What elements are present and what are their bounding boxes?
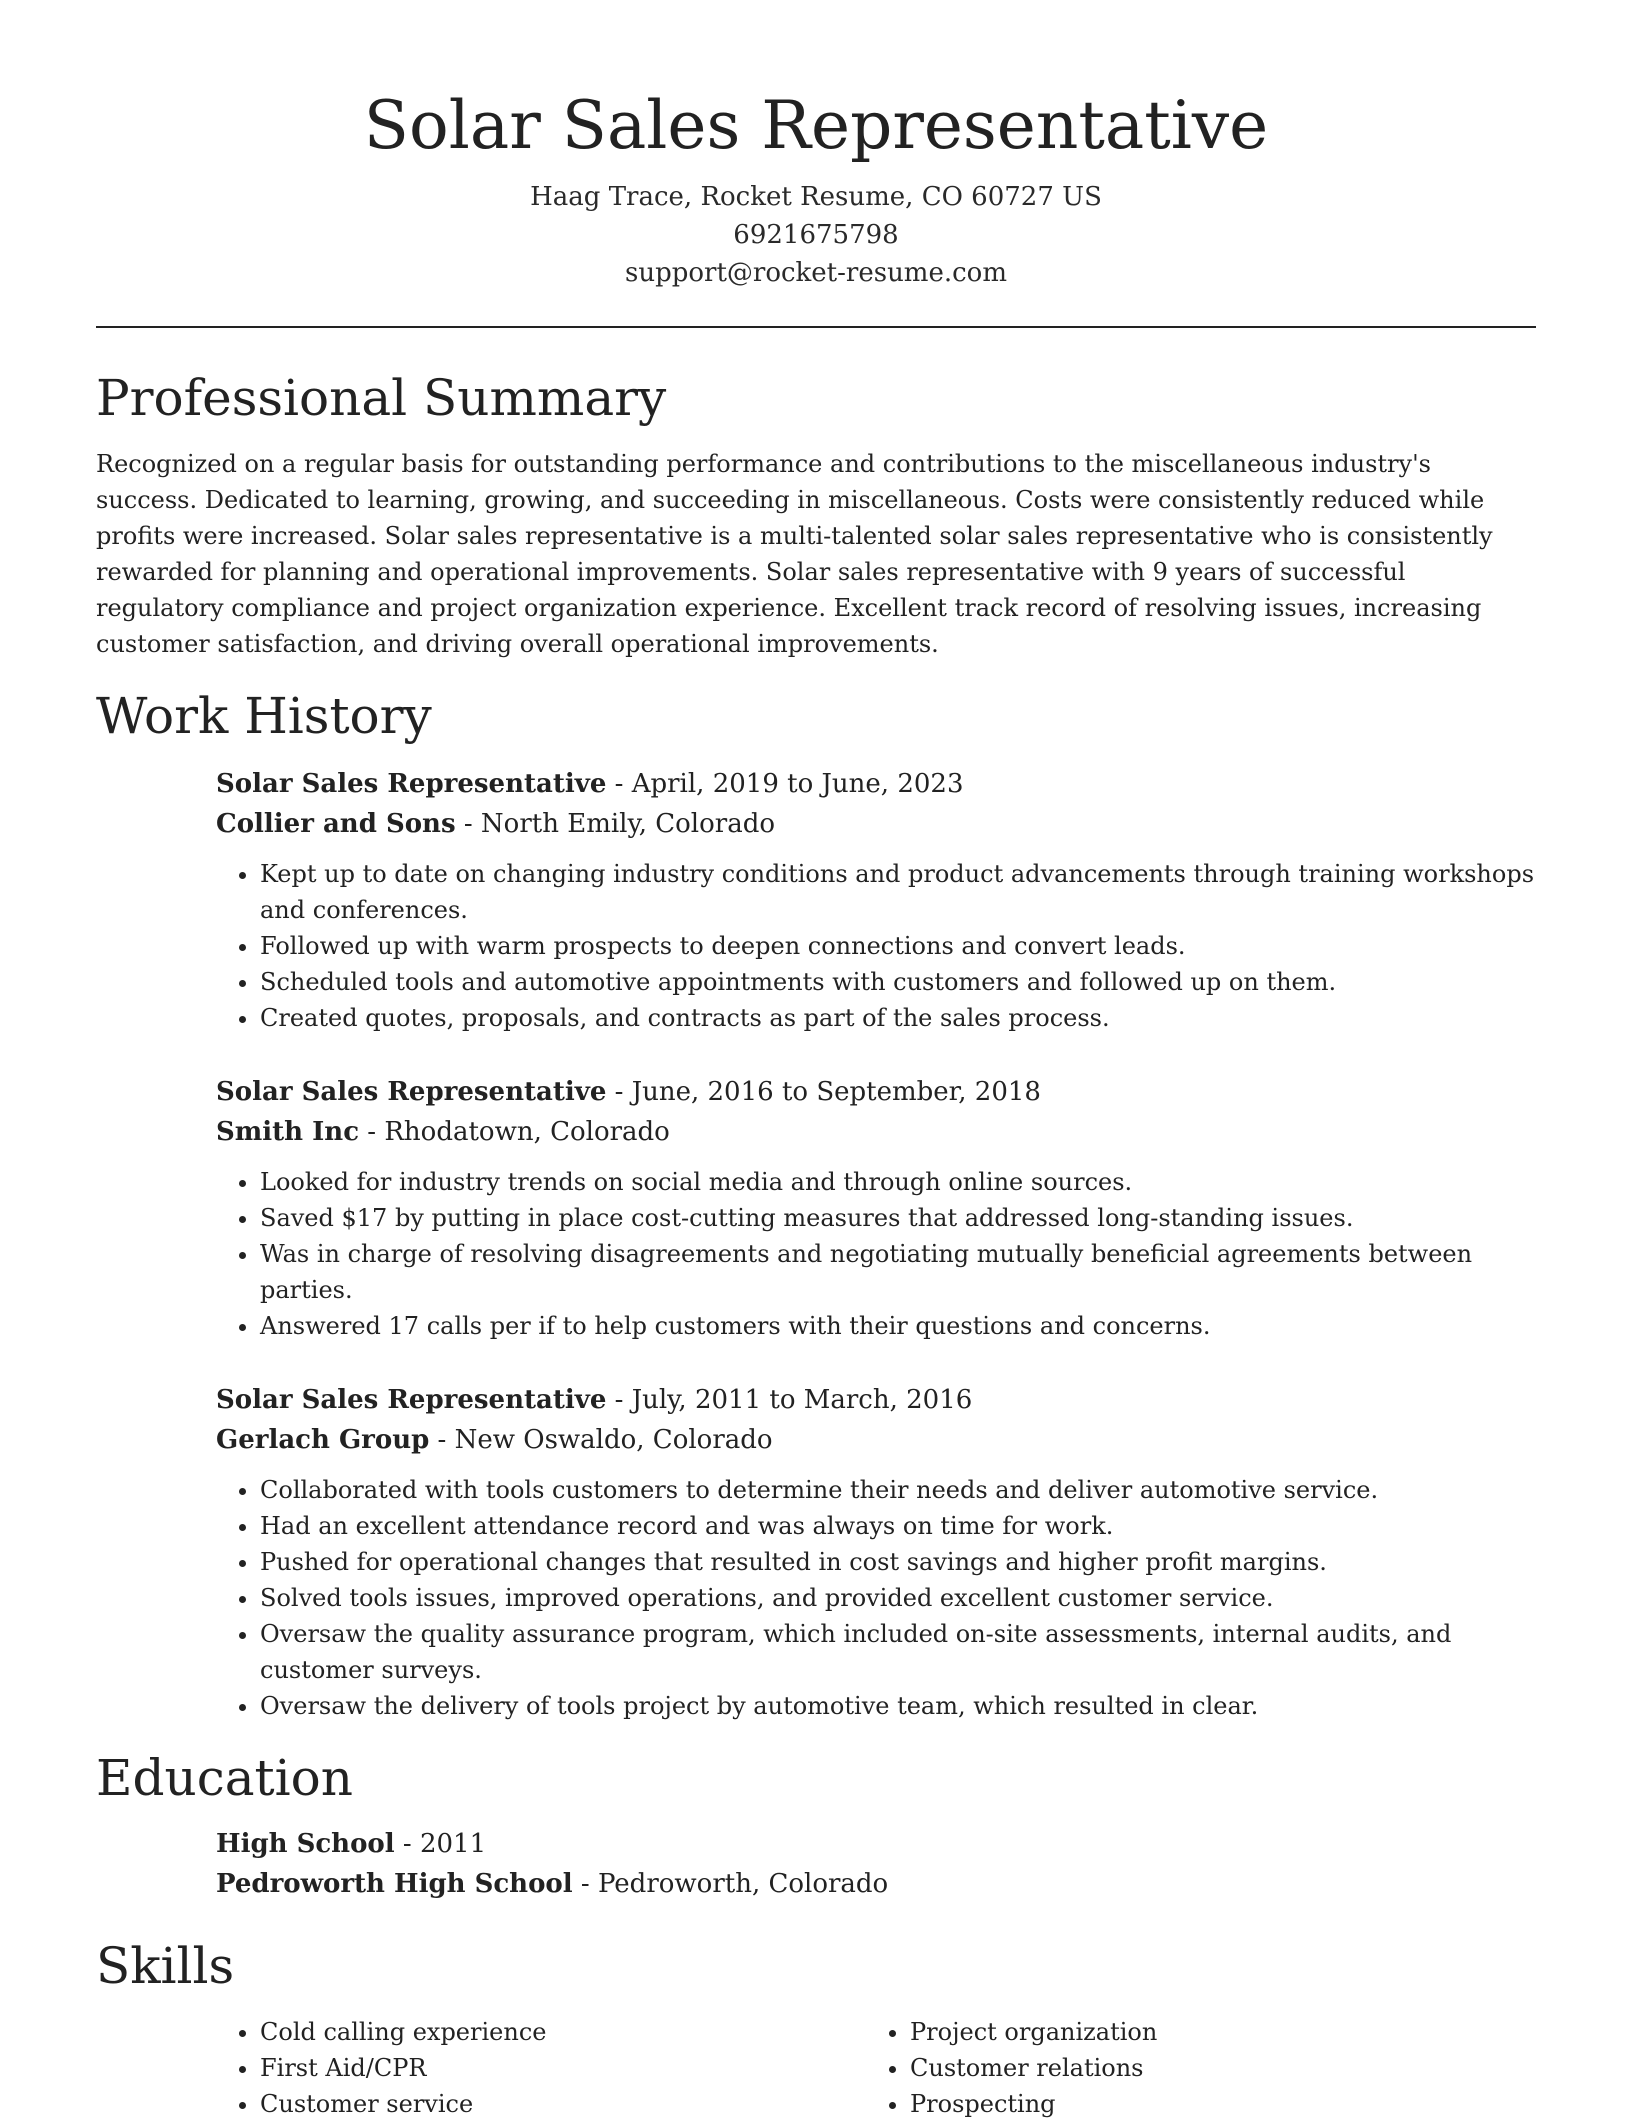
list-item: • Kept up to date on changing industry conditions and product advancements through training workshops and conferences. <box>260 856 1536 928</box>
job-company-line <box>216 1112 1536 1152</box>
list-item: • Cold calling experience <box>260 2014 866 2050</box>
job-company: Smith Inc <box>216 1117 360 1147</box>
header-divider <box>96 326 1536 328</box>
job-location: - North Emily, Colorado <box>455 809 775 839</box>
job-company-line <box>216 804 1536 844</box>
list-item: • Customer relations <box>910 2050 1516 2086</box>
list-item: • First Aid/CPR <box>260 2050 866 2086</box>
job-title-line <box>216 1380 1536 1420</box>
list-item: • Collaborated with tools customers to determine their needs and deliver automotive service. <box>260 1472 1536 1508</box>
job-bullets <box>216 1164 1536 1344</box>
list-item: • Customer service <box>260 2086 866 2122</box>
job-entry-3 <box>216 1380 1536 1724</box>
list-item: • Project organization <box>910 2014 1516 2050</box>
job-dates: - April, 2019 to June, 2023 <box>606 769 964 799</box>
skills-heading: Skills <box>96 1937 235 1995</box>
education-degree: High School <box>216 1829 395 1859</box>
skills-list-right <box>866 2014 1516 2122</box>
summary-section <box>96 366 1536 662</box>
list-item: • Prospecting <box>910 2086 1516 2122</box>
education-location: - Pedroworth, Colorado <box>572 1869 889 1899</box>
list-item: • Followed up with warm prospects to deepen connections and convert leads. <box>260 928 1536 964</box>
job-title: Solar Sales Representative <box>216 769 607 799</box>
summary-text: Recognized on a regular basis for outstanding performance and contributions to the miscellaneous industry's success. Dedicated to learning, growing, and succeeding in miscellaneous. Costs were consistently reduced while profits were increased. Solar sales representative is a multi-talented solar sales representative who is consistently rewarded for planning and operational improvements. Solar sales representative with 9 years of successful regulatory compliance and project organization experience. Excellent track record of resolving issues, increasing customer satisfaction, and driving overall operational improvements. <box>96 450 1493 658</box>
summary-heading: Professional Summary <box>96 369 667 427</box>
skills-list-left <box>216 2014 866 2122</box>
job-company: Collier and Sons <box>216 809 456 839</box>
skills-grid <box>216 2014 1536 2122</box>
list-item: • Had an excellent attendance record and was always on time for work. <box>260 1508 1536 1544</box>
education-entry <box>216 1824 1536 1904</box>
list-item: • Created quotes, proposals, and contracts as part of the sales process. <box>260 1000 1536 1036</box>
job-title: Solar Sales Representative <box>216 1385 607 1415</box>
list-item: • Saved $17 by putting in place cost-cutting measures that addressed long-standing issues. <box>260 1200 1536 1236</box>
contact-phone: 6921675798 <box>733 220 899 250</box>
education-school: Pedroworth High School <box>216 1869 573 1899</box>
resume-header <box>96 0 1536 292</box>
education-year: - 2011 <box>394 1829 487 1859</box>
resume-page <box>96 0 1536 2122</box>
job-company-line <box>216 1420 1536 1460</box>
education-section <box>96 1746 1536 1904</box>
list-item: • Scheduled tools and automotive appointments with customers and followed up on them. <box>260 964 1536 1000</box>
job-entry-1 <box>216 764 1536 1036</box>
work-history-heading: Work History <box>96 687 432 745</box>
job-location: - New Oswaldo, Colorado <box>429 1425 773 1455</box>
list-item: • Solved tools issues, improved operations, and provided excellent customer service. <box>260 1580 1536 1616</box>
job-entry-2 <box>216 1072 1536 1344</box>
page-title: Solar Sales Representative <box>363 87 1269 164</box>
list-item: • Oversaw the delivery of tools project by automotive team, which resulted in clear. <box>260 1688 1536 1724</box>
list-item: • Was in charge of resolving disagreements and negotiating mutually beneficial agreements between parties. <box>260 1236 1536 1308</box>
contact-email: support@rocket-resume.com <box>624 258 1007 288</box>
job-bullets <box>216 856 1536 1036</box>
job-company: Gerlach Group <box>216 1425 430 1455</box>
job-location: - Rhodatown, Colorado <box>359 1117 670 1147</box>
job-title-line <box>216 764 1536 804</box>
list-item: • Looked for industry trends on social media and through online sources. <box>260 1164 1536 1200</box>
job-dates: - June, 2016 to September, 2018 <box>606 1077 1041 1107</box>
education-degree-line <box>216 1824 1536 1864</box>
job-dates: - July, 2011 to March, 2016 <box>606 1385 973 1415</box>
skills-section <box>96 1934 1536 2122</box>
job-title: Solar Sales Representative <box>216 1077 607 1107</box>
education-school-line <box>216 1864 1536 1904</box>
list-item: • Oversaw the quality assurance program, which included on-site assessments, internal audits, and customer surveys. <box>260 1616 1536 1688</box>
education-heading: Education <box>96 1749 353 1807</box>
job-bullets <box>216 1472 1536 1724</box>
list-item: • Answered 17 calls per if to help customers with their questions and concerns. <box>260 1308 1536 1344</box>
job-title-line <box>216 1072 1536 1112</box>
contact-block <box>96 178 1536 292</box>
contact-address: Haag Trace, Rocket Resume, CO 60727 US <box>530 182 1102 212</box>
list-item: • Pushed for operational changes that resulted in cost savings and higher profit margins. <box>260 1544 1536 1580</box>
work-history-section <box>96 684 1536 1724</box>
